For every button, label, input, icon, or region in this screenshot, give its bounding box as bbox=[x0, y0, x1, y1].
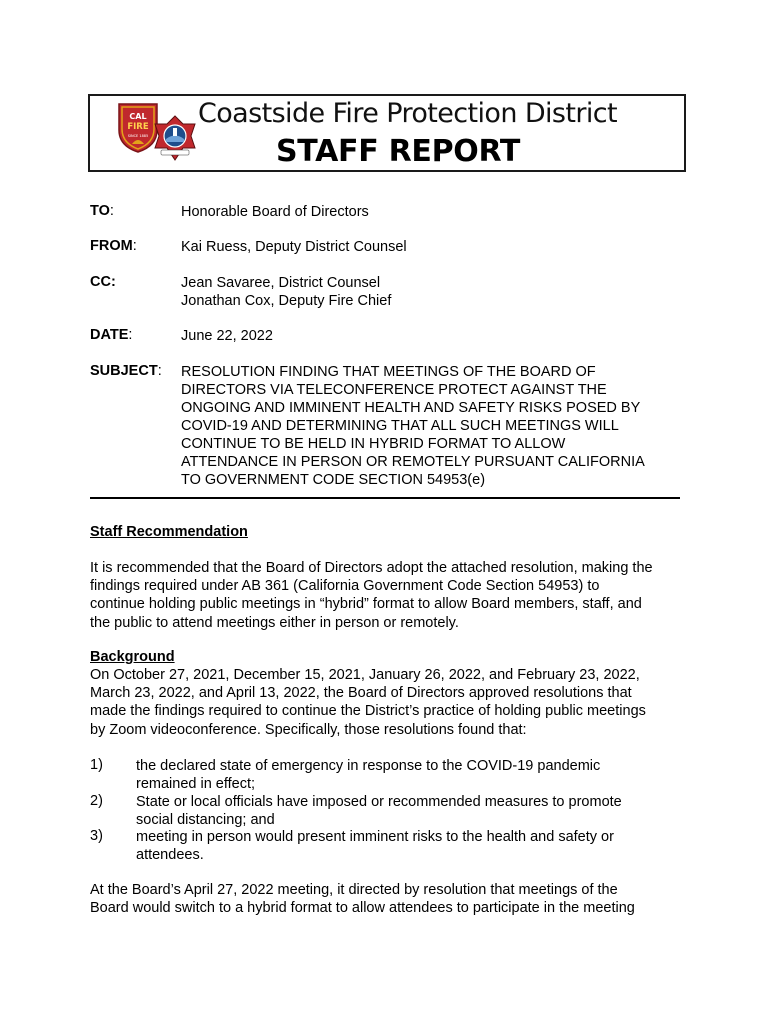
paragraph-line: made the findings required to continue the District’s practice of holding public meetings bbox=[90, 703, 646, 720]
subject-line: ONGOING AND IMMINENT HEALTH AND SAFETY RISKS POSED BY bbox=[181, 400, 641, 416]
paragraph-line: continue holding public meetings in “hybrid” format to allow Board members, staff, and bbox=[90, 596, 642, 613]
finding-line: attendees. bbox=[136, 847, 204, 863]
cc-label: CC: bbox=[90, 274, 116, 290]
cc-values bbox=[181, 274, 391, 310]
subject-line: RESOLUTION FINDING THAT MEETINGS OF THE BOARD OF bbox=[181, 364, 596, 380]
cal-fire-logo-text-3: SINCE 1885 bbox=[127, 134, 149, 138]
finding-line: remained in effect; bbox=[136, 776, 256, 792]
background-closing-paragraph bbox=[90, 881, 690, 917]
subject-label: SUBJECT: bbox=[90, 363, 162, 379]
finding-number: 2) bbox=[90, 793, 103, 809]
background-paragraph bbox=[90, 666, 690, 739]
subject-line: DIRECTORS VIA TELECONFERENCE PROTECT AGAINST THE bbox=[181, 382, 607, 398]
finding-line: State or local officials have imposed or recommended measures to promote bbox=[136, 794, 622, 810]
cc-value: Jonathan Cox, Deputy Fire Chief bbox=[181, 293, 392, 309]
date-label-text: DATE bbox=[90, 327, 129, 343]
report-title: STAFF REPORT bbox=[276, 134, 521, 169]
subject-label-text: SUBJECT bbox=[90, 363, 158, 379]
staff-recommendation-heading: Staff Recommendation bbox=[90, 524, 248, 540]
subject-text bbox=[181, 363, 645, 489]
from-label-text: FROM bbox=[90, 238, 133, 254]
paragraph-line: the public to attend meetings either in person or remotely. bbox=[90, 614, 459, 631]
paragraph-line: At the Board’s April 27, 2022 meeting, it directed by resolution that meetings of the bbox=[90, 882, 618, 898]
subject-line: COVID-19 AND DETERMINING THAT ALL SUCH MEETINGS WILL bbox=[181, 418, 619, 434]
paragraph-line: On October 27, 2021, December 15, 2021, January 26, 2022, and February 23, 2022, bbox=[90, 667, 640, 683]
paragraph-line: March 23, 2022, and April 13, 2022, the Board of Directors approved resolutions that bbox=[90, 685, 632, 702]
cal-fire-logo-text-2: FIRE bbox=[127, 122, 149, 132]
finding-line: meeting in person would present imminent risks to the health and safety or bbox=[136, 829, 614, 845]
date-label: DATE: bbox=[90, 327, 133, 343]
staff-recommendation-paragraph bbox=[90, 559, 690, 632]
to-label-text: TO bbox=[90, 203, 110, 219]
date-value: June 22, 2022 bbox=[181, 328, 273, 344]
from-label: FROM: bbox=[90, 238, 137, 254]
finding-line: social distancing; and bbox=[136, 812, 275, 828]
from-value: Kai Ruess, Deputy District Counsel bbox=[181, 239, 407, 255]
district-name: Coastside Fire Protection District bbox=[198, 98, 617, 129]
finding-line: the declared state of emergency in response to the COVID-19 pandemic bbox=[136, 758, 601, 774]
paragraph-line: Board would switch to a hybrid format to allow attendees to participate in the meeting bbox=[90, 900, 635, 917]
finding-number: 1) bbox=[90, 757, 103, 773]
district-patch-logo bbox=[153, 114, 197, 164]
paragraph-line: by Zoom videoconference. Specifically, those resolutions found that: bbox=[90, 721, 527, 738]
cc-value: Jean Savaree, District Counsel bbox=[181, 275, 381, 291]
finding-number: 3) bbox=[90, 828, 103, 844]
finding-item bbox=[136, 828, 614, 864]
finding-item bbox=[136, 757, 600, 793]
subject-line: TO GOVERNMENT CODE SECTION 54953(e) bbox=[181, 472, 486, 488]
paragraph-line: findings required under AB 361 (California Government Code Section 54953) to bbox=[90, 578, 600, 595]
to-value: Honorable Board of Directors bbox=[181, 204, 369, 220]
section-divider bbox=[90, 497, 680, 499]
paragraph-line: It is recommended that the Board of Directors adopt the attached resolution, making the bbox=[90, 560, 653, 576]
subject-line: ATTENDANCE IN PERSON OR REMOTELY PURSUANT CALIFORNIA bbox=[181, 454, 645, 470]
background-heading: Background bbox=[90, 649, 175, 665]
finding-item bbox=[136, 793, 622, 829]
to-label: TO: bbox=[90, 203, 114, 219]
subject-line: CONTINUE TO BE HELD IN HYBRID FORMAT TO ALLOW bbox=[181, 436, 566, 452]
cal-fire-logo-text-1: CAL bbox=[129, 112, 147, 121]
